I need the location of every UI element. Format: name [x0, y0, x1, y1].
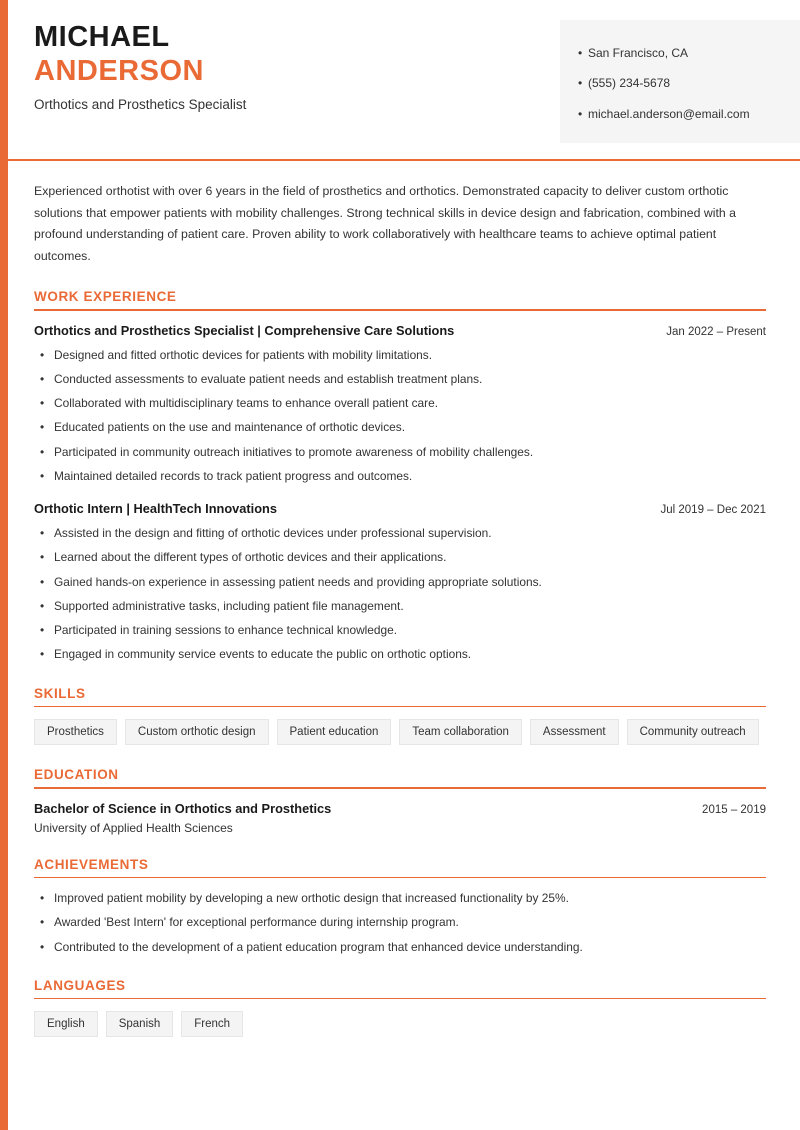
work-entry-title: Orthotics and Prosthetics Specialist | Comprehensive Care Solutions — [34, 322, 455, 338]
language-chip: French — [181, 1011, 243, 1037]
work-entry — [34, 323, 766, 486]
list-item: • Improved patient mobility by developing a new orthotic design that increased functionality by 25%. — [52, 890, 766, 907]
bullet-icon: • — [578, 76, 583, 91]
work-entry — [34, 501, 766, 664]
first-name: MICHAEL — [34, 21, 170, 53]
work-entry-title: Orthotic Intern | HealthTech Innovations — [34, 501, 277, 517]
list-item: • Assisted in the design and fitting of orthotic devices under professional supervision. — [52, 525, 766, 542]
list-item: • Supported administrative tasks, including patient file management. — [52, 598, 766, 615]
list-item: • Gained hands-on experience in assessing patient needs and providing appropriate solutions. — [52, 574, 766, 591]
section-education — [34, 767, 766, 835]
skills-chip-row — [34, 719, 766, 745]
section-title-education: EDUCATION — [34, 767, 119, 783]
contact-location-text: San Francisco, CA — [588, 46, 689, 60]
work-entry-date: Jul 2019 – Dec 2021 — [660, 504, 766, 517]
section-title-skills: SKILLS — [34, 685, 86, 701]
list-item: • Participated in community outreach initiatives to promote awareness of mobility challenges. — [52, 444, 766, 461]
section-divider — [34, 787, 766, 789]
section-title-languages: LANGUAGES — [34, 977, 126, 993]
job-title: Orthotics and Prosthetics Specialist — [34, 97, 247, 113]
contact-email-text[interactable]: michael.anderson@email.com — [588, 106, 750, 121]
bullet-icon: • — [578, 46, 583, 60]
languages-chip-row — [34, 1011, 766, 1037]
section-languages — [34, 978, 766, 1038]
contact-email[interactable] — [578, 107, 786, 121]
section-achievements — [34, 857, 766, 956]
education-entry — [34, 801, 766, 835]
list-item: • Collaborated with multidisciplinary teams to enhance overall patient care. — [52, 395, 766, 412]
section-divider — [34, 706, 766, 708]
professional-summary: Experienced orthotist with over 6 years in the field of prosthetics and orthotics. Demonstrated capacity to deliver custom orthotic solutions that empower patients with mobility challenges. Strong technical skills in device design and fabrication, combined with a profound understanding of patient care. Proven ability to work collaboratively with healthcare teams to achieve optimal patient outcomes. — [34, 184, 736, 263]
skill-chip: Community outreach — [627, 719, 759, 745]
work-entry-date: Jan 2022 – Present — [666, 325, 766, 338]
bullet-icon: • — [578, 106, 583, 121]
work-entry-bullets — [34, 525, 766, 664]
work-entry-head — [34, 323, 766, 338]
section-title-achievements: ACHIEVEMENTS — [34, 856, 149, 872]
education-degree: Bachelor of Science in Orthotics and Prosthetics — [34, 800, 332, 816]
last-name: ANDERSON — [34, 55, 204, 88]
skill-chip: Custom orthotic design — [125, 719, 269, 745]
list-item: • Maintained detailed records to track patient progress and outcomes. — [52, 468, 766, 485]
education-date: 2015 – 2019 — [702, 803, 766, 816]
language-chip: Spanish — [106, 1011, 174, 1037]
list-item: • Engaged in community service events to educate the public on orthotic options. — [52, 646, 766, 663]
resume-header — [0, 0, 800, 143]
section-skills — [34, 686, 766, 746]
page-bottom-spacer — [34, 1037, 766, 1097]
list-item: • Awarded 'Best Intern' for exceptional performance during internship program. — [52, 914, 766, 931]
skill-chip: Patient education — [277, 719, 392, 745]
education-entry-head — [34, 801, 766, 816]
education-school: University of Applied Health Sciences — [34, 820, 233, 835]
list-item: • Designed and fitted orthotic devices for patients with mobility limitations. — [52, 347, 766, 364]
contact-location — [578, 46, 786, 60]
section-divider — [34, 998, 766, 1000]
language-chip: English — [34, 1011, 98, 1037]
resume-body — [0, 161, 800, 1097]
section-divider — [34, 877, 766, 879]
work-entry-bullets — [34, 347, 766, 486]
skill-chip: Assessment — [530, 719, 619, 745]
contact-phone — [578, 76, 786, 90]
list-item: • Conducted assessments to evaluate patient needs and establish treatment plans. — [52, 371, 766, 388]
contact-phone-text: (555) 234-5678 — [588, 76, 671, 91]
contact-panel — [560, 20, 800, 143]
header-identity — [0, 0, 560, 143]
accent-sidebar — [0, 0, 8, 1130]
work-entry-head — [34, 501, 766, 516]
section-work-experience — [34, 289, 766, 664]
list-item: • Educated patients on the use and maintenance of orthotic devices. — [52, 419, 766, 436]
list-item: • Contributed to the development of a patient education program that enhanced device understanding. — [52, 939, 766, 956]
skill-chip: Team collaboration — [399, 719, 522, 745]
achievements-list — [34, 890, 766, 956]
list-item: • Learned about the different types of orthotic devices and their applications. — [52, 549, 766, 566]
skill-chip: Prosthetics — [34, 719, 117, 745]
section-divider — [34, 309, 766, 311]
section-title-work-experience: WORK EXPERIENCE — [34, 289, 177, 305]
list-item: • Participated in training sessions to enhance technical knowledge. — [52, 622, 766, 639]
